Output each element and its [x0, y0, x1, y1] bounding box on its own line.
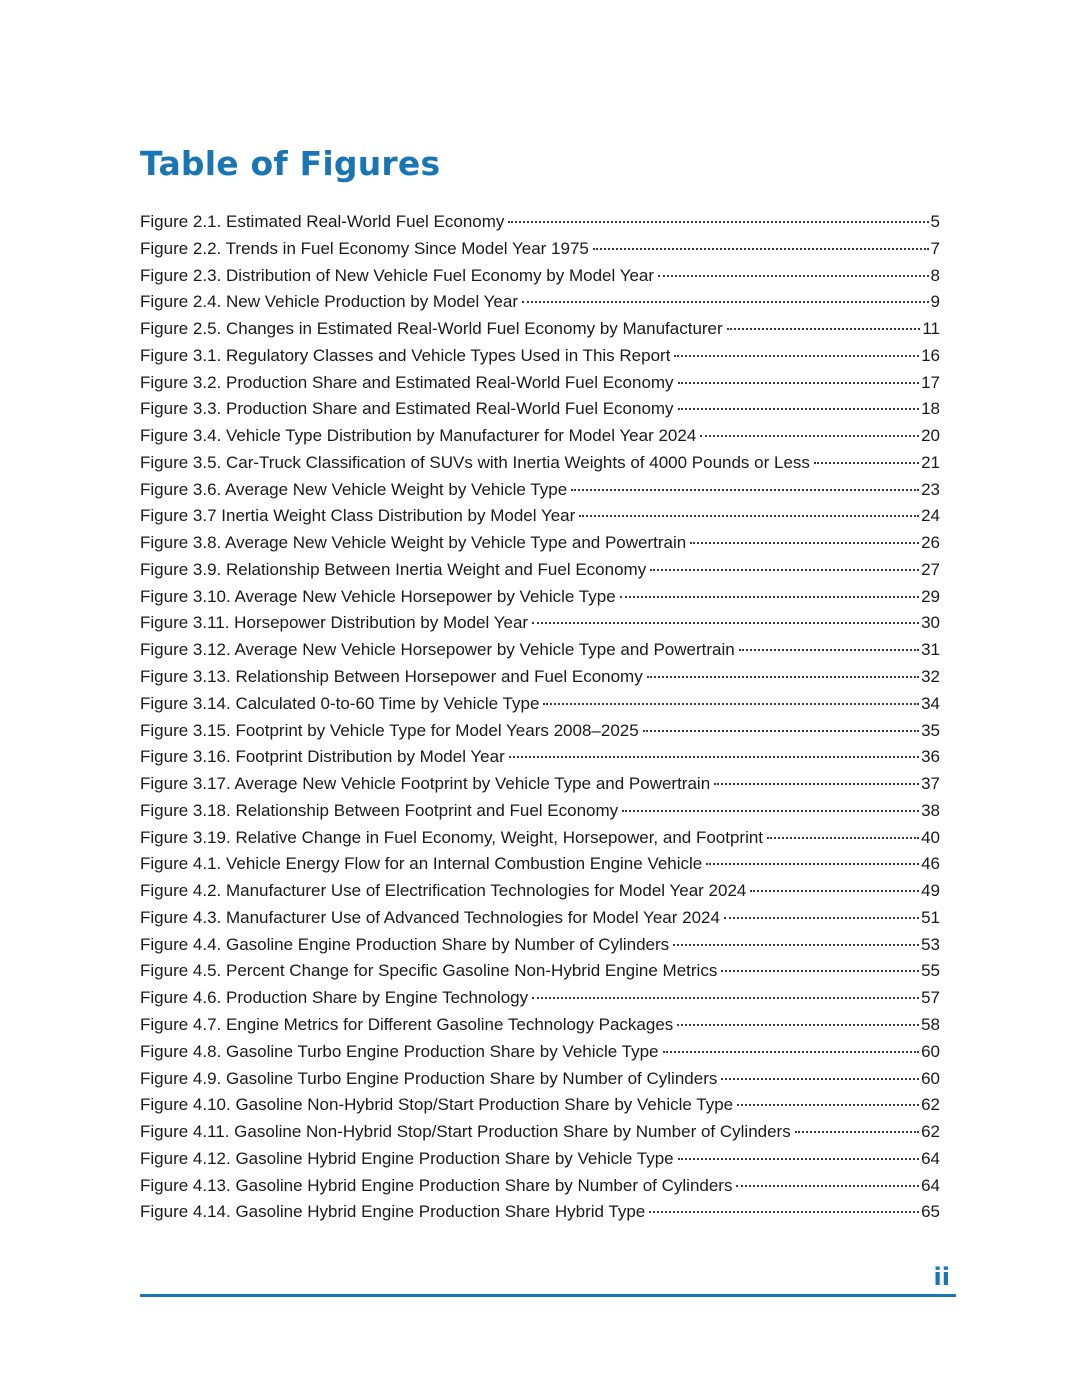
- toc-entry-page: 34: [921, 693, 940, 713]
- toc-entry-label: Figure 4.13. Gasoline Hybrid Engine Production Share by Number of Cylinders: [140, 1175, 733, 1195]
- toc-entry-label: Figure 2.2. Trends in Fuel Economy Since Model Year 1975: [140, 238, 589, 258]
- toc-entry-page: 40: [921, 827, 940, 847]
- dot-leader: [814, 462, 919, 464]
- toc-entry[interactable]: [140, 1119, 940, 1146]
- toc-entry-page: 24: [921, 506, 940, 526]
- toc-entry[interactable]: [140, 825, 940, 852]
- toc-entry-label: Figure 3.17. Average New Vehicle Footprint by Vehicle Type and Powertrain: [140, 774, 711, 794]
- toc-entry-label: Figure 3.5. Car-Truck Classification of SUVs with Inertia Weights of 4000 Pounds or Less: [140, 452, 810, 472]
- toc-entry-page: 32: [921, 667, 940, 687]
- toc-entry[interactable]: [140, 263, 940, 290]
- toc-entry[interactable]: [140, 557, 940, 584]
- toc-entry-page: 62: [921, 1095, 940, 1115]
- dot-leader: [677, 1024, 919, 1026]
- dot-leader: [543, 703, 919, 705]
- toc-entry-page: 30: [921, 613, 940, 633]
- toc-entry-page: 11: [922, 319, 940, 339]
- dot-leader: [767, 837, 919, 839]
- toc-entry[interactable]: [140, 1173, 940, 1200]
- toc-entry-page: 5: [930, 212, 940, 231]
- toc-entry-label: Figure 4.9. Gasoline Turbo Engine Production Share by Number of Cylinders: [140, 1068, 718, 1088]
- dot-leader: [522, 301, 929, 303]
- toc-entry-page: 46: [921, 854, 940, 874]
- toc-entry-label: Figure 2.5. Changes in Estimated Real-World Fuel Economy by Manufacturer: [140, 319, 723, 339]
- toc-entry[interactable]: [140, 530, 940, 557]
- toc-entry[interactable]: [140, 370, 940, 397]
- toc-entry[interactable]: [140, 1039, 940, 1066]
- toc-entry-page: 51: [921, 907, 940, 927]
- toc-entry-page: 29: [921, 586, 940, 606]
- dot-leader: [532, 622, 919, 624]
- dot-leader: [678, 382, 920, 384]
- dot-leader: [673, 944, 919, 946]
- toc-entry-label: Figure 4.2. Manufacturer Use of Electrification Technologies for Model Year 2024: [140, 881, 747, 901]
- toc-entry[interactable]: [140, 396, 940, 423]
- toc-entry[interactable]: [140, 958, 940, 985]
- toc-entry[interactable]: [140, 1012, 940, 1039]
- toc-entry-label: Figure 3.11. Horsepower Distribution by Model Year: [140, 613, 529, 633]
- toc-entry-page: 36: [921, 747, 940, 767]
- toc-entry-page: 49: [921, 881, 940, 901]
- toc-entry[interactable]: [140, 985, 940, 1012]
- toc-entry-label: Figure 4.7. Engine Metrics for Different Gasoline Technology Packages: [140, 1014, 674, 1034]
- toc-entry-label: Figure 3.7 Inertia Weight Class Distribution by Model Year: [140, 506, 576, 526]
- toc-entry-label: Figure 3.6. Average New Vehicle Weight by Vehicle Type: [140, 479, 568, 499]
- dot-leader: [795, 1131, 919, 1133]
- toc-entry-page: 35: [921, 720, 940, 740]
- table-of-figures-list: [140, 209, 940, 1226]
- toc-entry-page: 27: [921, 559, 940, 579]
- toc-entry-label: Figure 3.9. Relationship Between Inertia Weight and Fuel Economy: [140, 559, 647, 579]
- toc-entry[interactable]: [140, 503, 940, 530]
- toc-entry[interactable]: [140, 798, 940, 825]
- toc-entry-page: 8: [930, 265, 940, 285]
- toc-entry-label: Figure 3.3. Production Share and Estimated Real-World Fuel Economy: [140, 399, 674, 419]
- toc-entry[interactable]: [140, 664, 940, 691]
- toc-entry[interactable]: [140, 718, 940, 745]
- toc-entry-label: Figure 3.18. Relationship Between Footprint and Fuel Economy: [140, 800, 619, 820]
- toc-entry-label: Figure 4.4. Gasoline Engine Production Share by Number of Cylinders: [140, 934, 670, 954]
- toc-entry-page: 58: [921, 1014, 940, 1034]
- dot-leader: [724, 917, 919, 919]
- dot-leader: [620, 596, 919, 598]
- toc-entry-label: Figure 3.1. Regulatory Classes and Vehicle Types Used in This Report: [140, 345, 671, 365]
- toc-entry[interactable]: [140, 236, 940, 263]
- dot-leader: [658, 275, 928, 277]
- toc-entry[interactable]: [140, 637, 940, 664]
- toc-entry-page: 21: [921, 452, 940, 472]
- toc-entry[interactable]: [140, 1146, 940, 1173]
- toc-entry[interactable]: [140, 450, 940, 477]
- toc-entry-label: Figure 2.1. Estimated Real-World Fuel Economy: [140, 212, 505, 231]
- toc-entry-label: Figure 3.10. Average New Vehicle Horsepower by Vehicle Type: [140, 586, 616, 606]
- toc-entry-label: Figure 3.4. Vehicle Type Distribution by Manufacturer for Model Year 2024: [140, 426, 697, 446]
- toc-entry-label: Figure 3.16. Footprint Distribution by Model Year: [140, 747, 505, 767]
- toc-entry[interactable]: [140, 584, 940, 611]
- dot-leader: [714, 783, 919, 785]
- dot-leader: [571, 489, 919, 491]
- toc-entry-label: Figure 3.15. Footprint by Vehicle Type for Model Years 2008–2025: [140, 720, 639, 740]
- toc-entry-label: Figure 3.8. Average New Vehicle Weight by Vehicle Type and Powertrain: [140, 533, 687, 553]
- toc-entry-page: 64: [921, 1175, 940, 1195]
- toc-entry-label: Figure 4.5. Percent Change for Specific Gasoline Non-Hybrid Engine Metrics: [140, 961, 718, 981]
- toc-entry-label: Figure 4.11. Gasoline Non-Hybrid Stop/Start Production Share by Number of Cylinders: [140, 1122, 791, 1142]
- toc-entry-label: Figure 4.1. Vehicle Energy Flow for an Internal Combustion Engine Vehicle: [140, 854, 703, 874]
- dot-leader: [508, 221, 928, 223]
- dot-leader: [739, 649, 919, 651]
- toc-entry-label: Figure 3.14. Calculated 0-to-60 Time by Vehicle Type: [140, 693, 540, 713]
- toc-entry-label: Figure 4.10. Gasoline Non-Hybrid Stop/Start Production Share by Vehicle Type: [140, 1095, 734, 1115]
- toc-entry-label: Figure 4.3. Manufacturer Use of Advanced Technologies for Model Year 2024: [140, 907, 720, 927]
- toc-entry-page: 9: [930, 292, 940, 312]
- toc-entry-label: Figure 3.13. Relationship Between Horsepower and Fuel Economy: [140, 667, 643, 687]
- toc-entry-page: 23: [921, 479, 940, 499]
- toc-entry-page: 53: [921, 934, 940, 954]
- toc-entry-label: Figure 2.4. New Vehicle Production by Model Year: [140, 292, 519, 312]
- toc-entry[interactable]: [140, 905, 940, 932]
- toc-entry[interactable]: [140, 209, 940, 236]
- toc-entry-label: Figure 4.14. Gasoline Hybrid Engine Production Share Hybrid Type: [140, 1202, 646, 1222]
- toc-entry-page: 38: [921, 800, 940, 820]
- toc-entry-label: Figure 4.6. Production Share by Engine Technology: [140, 988, 529, 1008]
- toc-entry[interactable]: [140, 477, 940, 504]
- dot-leader: [727, 328, 921, 330]
- toc-entry-page: 16: [921, 345, 940, 365]
- dot-leader: [647, 676, 919, 678]
- toc-entry[interactable]: [140, 610, 940, 637]
- dot-leader: [750, 890, 919, 892]
- toc-entry[interactable]: [140, 1199, 940, 1226]
- dot-leader: [678, 1158, 919, 1160]
- footer-rule: [140, 1294, 956, 1297]
- toc-entry-page: 60: [921, 1068, 940, 1088]
- dot-leader: [663, 1051, 920, 1053]
- toc-entry-label: Figure 4.8. Gasoline Turbo Engine Production Share by Vehicle Type: [140, 1041, 659, 1061]
- page-number: ii: [933, 1263, 950, 1291]
- toc-entry[interactable]: [140, 851, 940, 878]
- dot-leader: [593, 248, 929, 250]
- toc-entry-page: 20: [921, 426, 940, 446]
- dot-leader: [678, 408, 920, 410]
- toc-entry-page: 57: [921, 988, 940, 1008]
- toc-entry[interactable]: [140, 343, 940, 370]
- dot-leader: [721, 1078, 919, 1080]
- toc-entry-page: 37: [921, 774, 940, 794]
- toc-entry-page: 26: [921, 533, 940, 553]
- toc-entry-page: 7: [930, 238, 940, 258]
- toc-entry-page: 62: [921, 1122, 940, 1142]
- toc-entry-page: 60: [921, 1041, 940, 1061]
- dot-leader: [643, 730, 919, 732]
- toc-entry[interactable]: [140, 878, 940, 905]
- toc-entry[interactable]: [140, 316, 940, 343]
- toc-entry-page: 17: [921, 372, 940, 392]
- toc-entry-label: Figure 3.2. Production Share and Estimated Real-World Fuel Economy: [140, 372, 674, 392]
- dot-leader: [650, 569, 919, 571]
- dot-leader: [579, 515, 919, 517]
- dot-leader: [721, 970, 919, 972]
- toc-entry[interactable]: [140, 1066, 940, 1093]
- toc-entry-page: 18: [921, 399, 940, 419]
- toc-entry-page: 65: [921, 1202, 940, 1222]
- toc-entry-page: 64: [921, 1148, 940, 1168]
- page-title: Table of Figures: [140, 144, 441, 183]
- dot-leader: [736, 1185, 919, 1187]
- toc-entry-page: 55: [921, 961, 940, 981]
- toc-entry-label: Figure 3.19. Relative Change in Fuel Economy, Weight, Horsepower, and Footprint: [140, 827, 764, 847]
- toc-entry[interactable]: [140, 289, 940, 316]
- toc-entry[interactable]: [140, 744, 940, 771]
- toc-entry-label: Figure 4.12. Gasoline Hybrid Engine Production Share by Vehicle Type: [140, 1148, 674, 1168]
- toc-entry-label: Figure 2.3. Distribution of New Vehicle Fuel Economy by Model Year: [140, 265, 655, 285]
- toc-entry[interactable]: [140, 423, 940, 450]
- dot-leader: [674, 355, 919, 357]
- toc-entry[interactable]: [140, 691, 940, 718]
- dot-leader: [649, 1211, 919, 1213]
- toc-entry-page: 31: [921, 640, 940, 660]
- dot-leader: [706, 863, 919, 865]
- toc-entry[interactable]: [140, 932, 940, 959]
- dot-leader: [532, 997, 919, 999]
- dot-leader: [700, 435, 919, 437]
- toc-entry[interactable]: [140, 771, 940, 798]
- dot-leader: [509, 756, 919, 758]
- toc-entry[interactable]: [140, 1092, 940, 1119]
- dot-leader: [622, 810, 919, 812]
- dot-leader: [737, 1104, 919, 1106]
- dot-leader: [690, 542, 919, 544]
- toc-entry-label: Figure 3.12. Average New Vehicle Horsepower by Vehicle Type and Powertrain: [140, 640, 735, 660]
